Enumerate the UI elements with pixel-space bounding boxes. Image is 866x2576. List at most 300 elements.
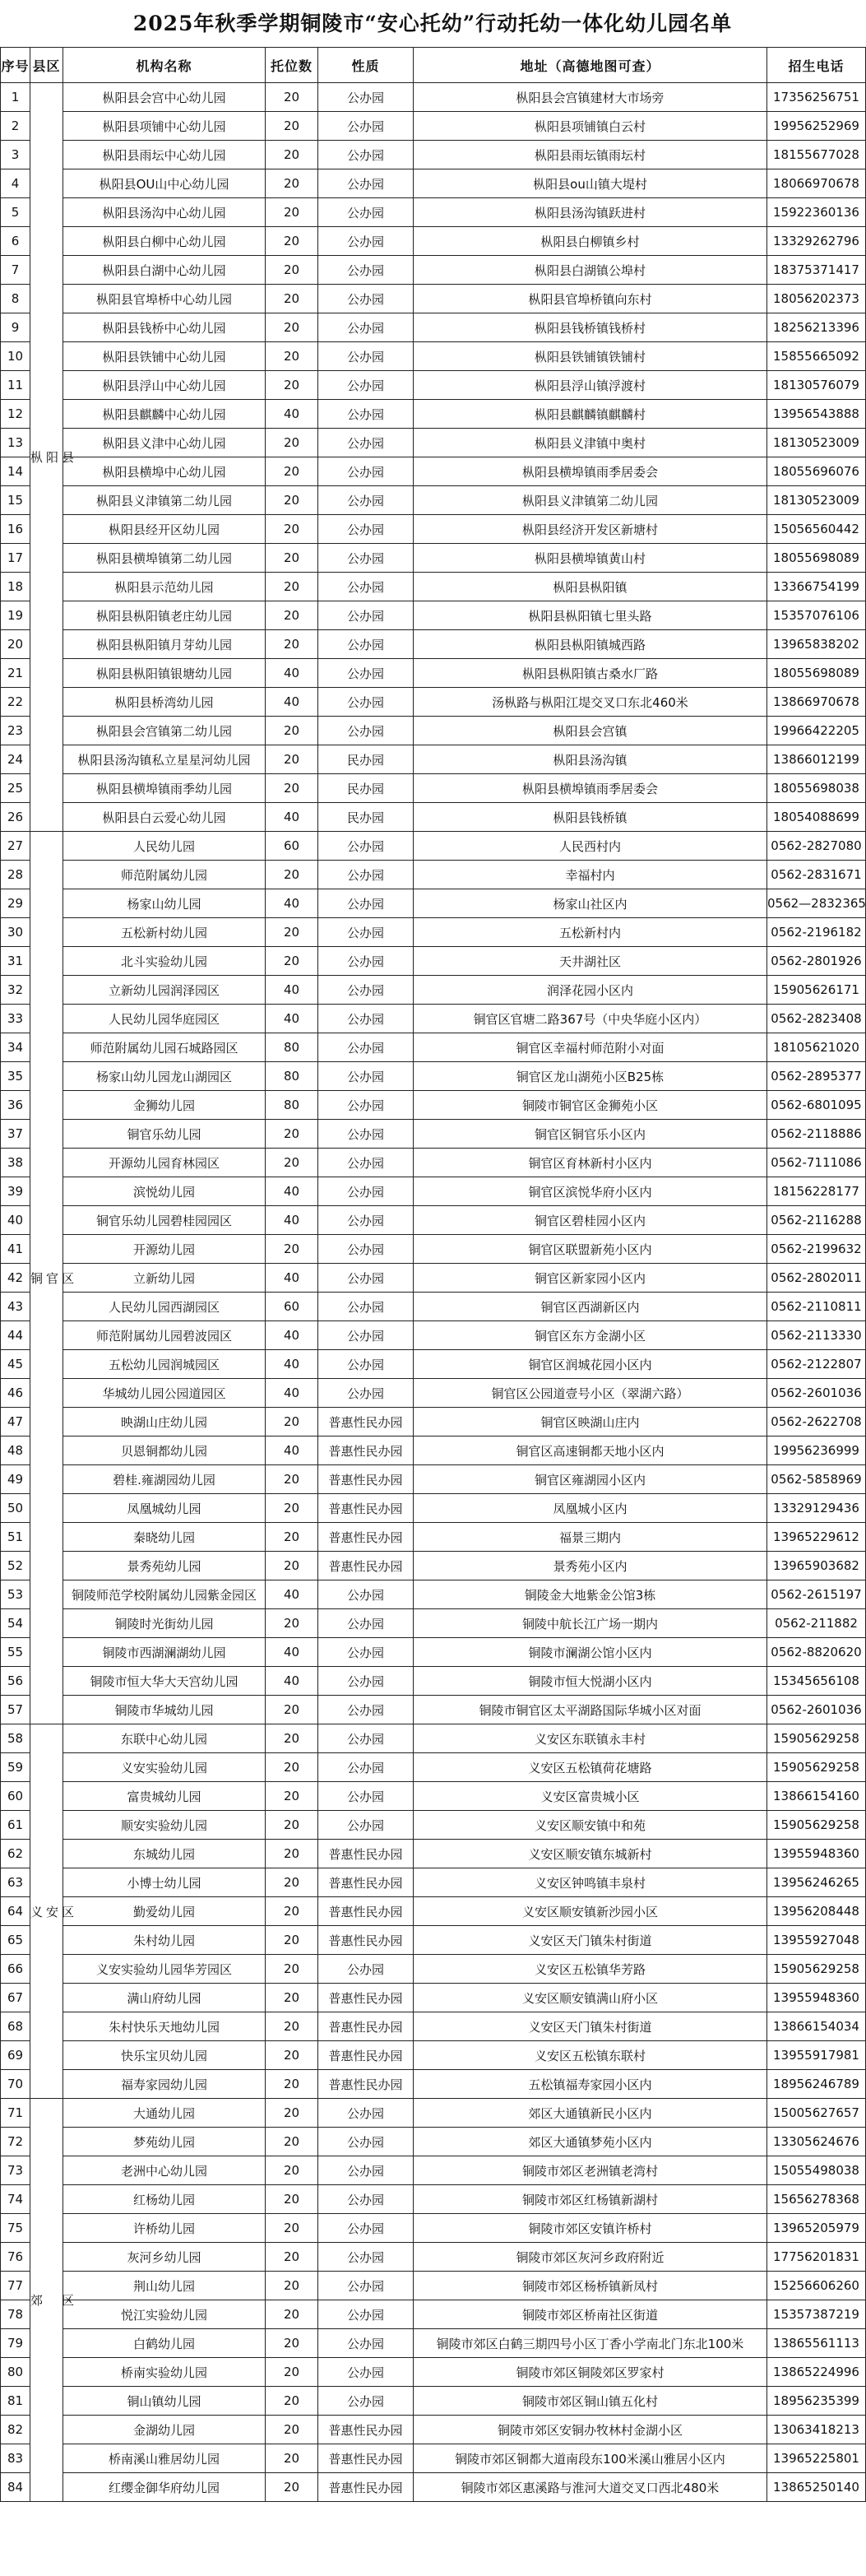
cell-name: 枞阳县铁铺中心幼儿园 [63,342,266,371]
cell-address: 枞阳县横埠镇雨季居委会 [414,774,767,803]
cell-phone: 15357387219 [767,2300,866,2329]
cell-name: 杨家山幼儿园 [63,889,266,918]
cell-address: 铜官区润城花园小区内 [414,1350,767,1379]
cell-name: 铜山镇幼儿园 [63,2387,266,2416]
cell-seats: 20 [266,918,318,947]
cell-address: 郊区大通镇新民小区内 [414,2099,767,2128]
cell-name: 福寿家园幼儿园 [63,2070,266,2099]
cell-seats: 20 [266,1523,318,1552]
cell-no: 7 [1,256,30,285]
cell-nature: 普惠性民办园 [318,2070,414,2099]
cell-seats: 20 [266,2070,318,2099]
cell-nature: 普惠性民办园 [318,1840,414,1868]
table-row [1,1437,866,1465]
cell-name: 枞阳县会宫镇第二幼儿园 [63,717,266,745]
cell-address: 枞阳县浮山镇浮渡村 [414,371,767,400]
cell-no: 45 [1,1350,30,1379]
cell-seats: 20 [266,1753,318,1782]
cell-seats: 20 [266,2156,318,2185]
cell-address: 铜陵中航长江广场一期内 [414,1609,767,1638]
cell-phone: 18130576079 [767,371,866,400]
cell-no: 24 [1,745,30,774]
header-nature: 性质 [318,48,414,83]
cell-nature: 普惠性民办园 [318,1437,414,1465]
cell-nature: 公办园 [318,1321,414,1350]
cell-address: 枞阳县会宫镇建材大市场旁 [414,83,767,112]
cell-address: 景秀苑小区内 [414,1552,767,1580]
cell-no: 30 [1,918,30,947]
cell-nature: 公办园 [318,1033,414,1062]
cell-nature: 公办园 [318,371,414,400]
county-cell: 枞阳县 [30,83,63,832]
table-row [1,112,866,141]
cell-name: 悦江实验幼儿园 [63,2300,266,2329]
cell-seats: 20 [266,573,318,601]
cell-seats: 20 [266,1868,318,1897]
cell-address: 义安区五松镇荷花塘路 [414,1753,767,1782]
cell-name: 立新幼儿园 [63,1264,266,1293]
cell-seats: 20 [266,1926,318,1955]
cell-nature: 公办园 [318,2358,414,2387]
cell-seats: 20 [266,83,318,112]
cell-seats: 40 [266,1638,318,1667]
cell-no: 13 [1,429,30,457]
cell-address: 枞阳县官埠桥镇向东村 [414,285,767,313]
cell-name: 金狮幼儿园 [63,1091,266,1120]
cell-nature: 公办园 [318,1609,414,1638]
cell-seats: 20 [266,1235,318,1264]
cell-phone: 0562-2113330 [767,1321,866,1350]
cell-seats: 20 [266,1465,318,1494]
cell-phone: 13955948360 [767,1984,866,2012]
table-row [1,1552,866,1580]
table-row [1,1840,866,1868]
cell-no: 66 [1,1955,30,1984]
cell-nature: 公办园 [318,861,414,889]
cell-phone: 0562-2827080 [767,832,866,861]
cell-seats: 20 [266,2329,318,2358]
cell-nature: 公办园 [318,918,414,947]
table-row [1,976,866,1005]
cell-no: 71 [1,2099,30,2128]
cell-seats: 60 [266,1293,318,1321]
cell-seats: 20 [266,1696,318,1724]
cell-nature: 公办园 [318,1091,414,1120]
cell-name: 铜陵师范学校附属幼儿园紫金园区 [63,1580,266,1609]
cell-name: 枞阳县义津中心幼儿园 [63,429,266,457]
cell-seats: 40 [266,1177,318,1206]
table-row [1,544,866,573]
table-row [1,515,866,544]
table-row [1,1408,866,1437]
cell-name: 荆山幼儿园 [63,2272,266,2300]
table-row [1,1321,866,1350]
cell-no: 15 [1,486,30,515]
cell-nature: 公办园 [318,947,414,976]
cell-name: 人民幼儿园华庭园区 [63,1005,266,1033]
cell-address: 铜陵金大地紫金公馆3栋 [414,1580,767,1609]
cell-name: 华城幼儿园公园道园区 [63,1379,266,1408]
table-row [1,2214,866,2243]
cell-address: 铜陵市郊区杨桥镇新凤村 [414,2272,767,2300]
cell-address: 枞阳县ou山镇大堤村 [414,169,767,198]
cell-phone: 0562-2196182 [767,918,866,947]
cell-phone: 13955948360 [767,1840,866,1868]
cell-phone: 15055498038 [767,2156,866,2185]
cell-name: 枞阳县汤沟中心幼儿园 [63,198,266,227]
cell-name: 铜官乐幼儿园碧桂园园区 [63,1206,266,1235]
cell-phone: 18066970678 [767,169,866,198]
cell-nature: 普惠性民办园 [318,1494,414,1523]
table-row [1,803,866,832]
table-row [1,717,866,745]
cell-seats: 40 [266,803,318,832]
cell-no: 56 [1,1667,30,1696]
cell-seats: 20 [266,947,318,976]
cell-seats: 40 [266,1437,318,1465]
cell-phone: 18155677028 [767,141,866,169]
cell-phone: 18156228177 [767,1177,866,1206]
cell-seats: 20 [266,1149,318,1177]
table-row [1,601,866,630]
cell-no: 34 [1,1033,30,1062]
cell-phone: 0562-2116288 [767,1206,866,1235]
cell-no: 20 [1,630,30,659]
cell-seats: 20 [266,1552,318,1580]
cell-no: 21 [1,659,30,688]
cell-seats: 20 [266,2214,318,2243]
cell-address: 枞阳县汤沟镇 [414,745,767,774]
header-phone: 招生电话 [767,48,866,83]
cell-name: 枞阳县义津镇第二幼儿园 [63,486,266,515]
cell-no: 26 [1,803,30,832]
cell-seats: 40 [266,1321,318,1350]
cell-address: 铜陵市郊区惠溪路与淮河大道交叉口西北480米 [414,2473,767,2502]
cell-name: 铜官乐幼儿园 [63,1120,266,1149]
cell-no: 62 [1,1840,30,1868]
cell-phone: 15345656108 [767,1667,866,1696]
cell-nature: 公办园 [318,717,414,745]
cell-seats: 20 [266,745,318,774]
cell-no: 78 [1,2300,30,2329]
cell-seats: 20 [266,1494,318,1523]
cell-seats: 20 [266,717,318,745]
cell-nature: 民办园 [318,774,414,803]
cell-seats: 20 [266,2128,318,2156]
cell-nature: 公办园 [318,256,414,285]
table-row [1,2300,866,2329]
cell-name: 枞阳县白湖中心幼儿园 [63,256,266,285]
cell-seats: 40 [266,1379,318,1408]
cell-name: 五松新村幼儿园 [63,918,266,947]
table-row [1,1724,866,1753]
cell-phone: 13956246265 [767,1868,866,1897]
cell-no: 47 [1,1408,30,1437]
cell-phone: 0562-2895377 [767,1062,866,1091]
cell-nature: 公办园 [318,1005,414,1033]
table-row [1,947,866,976]
cell-name: 人民幼儿园西湖园区 [63,1293,266,1321]
cell-name: 富贵城幼儿园 [63,1782,266,1811]
cell-no: 70 [1,2070,30,2099]
table-row [1,2156,866,2185]
cell-seats: 20 [266,1782,318,1811]
cell-name: 义安实验幼儿园华芳园区 [63,1955,266,1984]
cell-name: 桥南实验幼儿园 [63,2358,266,2387]
cell-no: 36 [1,1091,30,1120]
table-row [1,1293,866,1321]
header-name: 机构名称 [63,48,266,83]
cell-address: 铜陵市郊区灰河乡政府附近 [414,2243,767,2272]
cell-seats: 20 [266,861,318,889]
cell-no: 50 [1,1494,30,1523]
cell-phone: 0562-6801095 [767,1091,866,1120]
cell-address: 人民西村内 [414,832,767,861]
cell-seats: 20 [266,285,318,313]
cell-seats: 40 [266,1667,318,1696]
cell-no: 11 [1,371,30,400]
cell-no: 46 [1,1379,30,1408]
cell-phone: 0562-2615197 [767,1580,866,1609]
cell-nature: 公办园 [318,1753,414,1782]
cell-no: 60 [1,1782,30,1811]
header-no: 序号 [1,48,30,83]
table-row [1,2041,866,2070]
cell-phone: 15905629258 [767,1811,866,1840]
cell-phone: 0562-5858969 [767,1465,866,1494]
cell-seats: 40 [266,659,318,688]
cell-address: 铜官区龙山湖苑小区B25栋 [414,1062,767,1091]
table-row [1,1753,866,1782]
cell-no: 32 [1,976,30,1005]
cell-no: 74 [1,2185,30,2214]
table-row [1,1811,866,1840]
cell-address: 铜官区新家园小区内 [414,1264,767,1293]
cell-nature: 公办园 [318,2099,414,2128]
cell-address: 天井湖社区 [414,947,767,976]
cell-no: 3 [1,141,30,169]
cell-phone: 18055696076 [767,457,866,486]
cell-address: 铜陵市澜湖公馆小区内 [414,1638,767,1667]
cell-no: 6 [1,227,30,256]
cell-nature: 民办园 [318,745,414,774]
cell-name: 景秀苑幼儿园 [63,1552,266,1580]
cell-no: 39 [1,1177,30,1206]
cell-name: 杨家山幼儿园龙山湖园区 [63,1062,266,1091]
cell-no: 23 [1,717,30,745]
cell-no: 31 [1,947,30,976]
cell-phone: 15905629258 [767,1724,866,1753]
cell-address: 铜陵市郊区白鹤三期四号小区丁香小学南北门东北100米 [414,2329,767,2358]
cell-nature: 公办园 [318,1667,414,1696]
cell-name: 五松幼儿园润城园区 [63,1350,266,1379]
cell-seats: 40 [266,976,318,1005]
cell-seats: 20 [266,2416,318,2444]
cell-no: 55 [1,1638,30,1667]
cell-nature: 公办园 [318,285,414,313]
cell-nature: 普惠性民办园 [318,1926,414,1955]
cell-phone: 13865224996 [767,2358,866,2387]
cell-phone: 0562-2118886 [767,1120,866,1149]
cell-no: 10 [1,342,30,371]
table-row [1,285,866,313]
cell-phone: 17756201831 [767,2243,866,2272]
cell-phone: 0562-2802011 [767,1264,866,1293]
cell-address: 枞阳县枞阳镇古桑水厂路 [414,659,767,688]
county-cell: 义安区 [30,1724,63,2099]
cell-phone: 13956208448 [767,1897,866,1926]
cell-no: 58 [1,1724,30,1753]
table-row [1,486,866,515]
cell-nature: 公办园 [318,1696,414,1724]
cell-nature: 公办园 [318,1293,414,1321]
table-row [1,1379,866,1408]
cell-no: 84 [1,2473,30,2502]
cell-seats: 20 [266,601,318,630]
cell-nature: 普惠性民办园 [318,1408,414,1437]
cell-name: 枞阳县示范幼儿园 [63,573,266,601]
cell-nature: 公办园 [318,1350,414,1379]
cell-nature: 公办园 [318,2243,414,2272]
cell-name: 白鹤幼儿园 [63,2329,266,2358]
cell-seats: 20 [266,486,318,515]
table-row [1,1868,866,1897]
cell-nature: 公办园 [318,1120,414,1149]
cell-phone: 0562-2601036 [767,1696,866,1724]
cell-nature: 公办园 [318,2214,414,2243]
table-row [1,141,866,169]
cell-nature: 公办园 [318,1782,414,1811]
cell-phone: 18055698089 [767,544,866,573]
cell-no: 76 [1,2243,30,2272]
cell-name: 铜陵市西湖澜湖幼儿园 [63,1638,266,1667]
cell-address: 铜陵市铜官区金狮苑小区 [414,1091,767,1120]
cell-no: 25 [1,774,30,803]
cell-name: 枞阳县钱桥中心幼儿园 [63,313,266,342]
cell-name: 枞阳县汤沟镇私立星星河幼儿园 [63,745,266,774]
cell-nature: 公办园 [318,1955,414,1984]
cell-no: 75 [1,2214,30,2243]
table-row [1,889,866,918]
cell-seats: 20 [266,1120,318,1149]
cell-seats: 80 [266,1033,318,1062]
cell-phone: 0562-2831671 [767,861,866,889]
cell-address: 义安区五松镇华芳路 [414,1955,767,1984]
cell-nature: 公办园 [318,400,414,429]
table-row [1,1638,866,1667]
cell-name: 枞阳县枞阳镇老庄幼儿园 [63,601,266,630]
cell-name: 铜陵市恒大华大天宫幼儿园 [63,1667,266,1696]
cell-phone: 15922360136 [767,198,866,227]
table-row [1,1177,866,1206]
cell-name: 东城幼儿园 [63,1840,266,1868]
cell-name: 枞阳县官埠桥中心幼儿园 [63,285,266,313]
cell-phone: 0562-2122807 [767,1350,866,1379]
cell-name: 朱村快乐天地幼儿园 [63,2012,266,2041]
table-row [1,1264,866,1293]
cell-phone: 13965838202 [767,630,866,659]
cell-phone: 13063418213 [767,2416,866,2444]
cell-nature: 公办园 [318,1206,414,1235]
cell-name: 枞阳县会宫中心幼儿园 [63,83,266,112]
cell-no: 49 [1,1465,30,1494]
table-row [1,2387,866,2416]
table-row [1,1667,866,1696]
cell-address: 枞阳县白柳镇乡村 [414,227,767,256]
cell-nature: 公办园 [318,688,414,717]
cell-seats: 20 [266,2041,318,2070]
cell-phone: 15005627657 [767,2099,866,2128]
table-row [1,2070,866,2099]
cell-seats: 20 [266,141,318,169]
cell-phone: 15357076106 [767,601,866,630]
cell-name: 枞阳县项铺中心幼儿园 [63,112,266,141]
cell-nature: 公办园 [318,429,414,457]
cell-address: 枞阳县经济开发区新塘村 [414,515,767,544]
cell-seats: 20 [266,371,318,400]
cell-nature: 公办园 [318,573,414,601]
cell-name: 小博士幼儿园 [63,1868,266,1897]
cell-address: 铜陵市郊区安镇许桥村 [414,2214,767,2243]
cell-phone: 18256213396 [767,313,866,342]
cell-address: 枞阳县项铺镇白云村 [414,112,767,141]
table-row [1,313,866,342]
cell-address: 义安区东联镇永丰村 [414,1724,767,1753]
cell-name: 东联中心幼儿园 [63,1724,266,1753]
cell-nature: 公办园 [318,1235,414,1264]
table-row [1,1005,866,1033]
cell-nature: 普惠性民办园 [318,1897,414,1926]
table-row [1,400,866,429]
cell-phone: 0562-2823408 [767,1005,866,1033]
table-row [1,659,866,688]
cell-phone: 13955927048 [767,1926,866,1955]
cell-seats: 20 [266,2358,318,2387]
table-row [1,2272,866,2300]
cell-name: 师范附属幼儿园石城路园区 [63,1033,266,1062]
cell-phone: 18105621020 [767,1033,866,1062]
cell-seats: 40 [266,889,318,918]
cell-phone: 18375371417 [767,256,866,285]
cell-no: 43 [1,1293,30,1321]
table-row [1,745,866,774]
table-row [1,1580,866,1609]
cell-address: 枞阳县钱桥镇钱桥村 [414,313,767,342]
cell-no: 80 [1,2358,30,2387]
cell-seats: 20 [266,1897,318,1926]
cell-seats: 20 [266,630,318,659]
table-row [1,227,866,256]
cell-nature: 公办园 [318,141,414,169]
cell-seats: 20 [266,2444,318,2473]
cell-no: 28 [1,861,30,889]
cell-seats: 20 [266,313,318,342]
cell-address: 义安区顺安镇中和苑 [414,1811,767,1840]
cell-name: 贝恩铜都幼儿园 [63,1437,266,1465]
cell-name: 老洲中心幼儿园 [63,2156,266,2185]
table-row [1,2099,866,2128]
cell-seats: 20 [266,1840,318,1868]
county-cell: 铜官区 [30,832,63,1724]
cell-nature: 公办园 [318,1379,414,1408]
document-title: 2025年秋季学期铜陵市“安心托幼”行动托幼一体化幼儿园名单 [132,12,733,35]
cell-phone: 18055698038 [767,774,866,803]
cell-seats: 20 [266,429,318,457]
cell-no: 18 [1,573,30,601]
cell-phone: 18130523009 [767,429,866,457]
cell-name: 开源幼儿园 [63,1235,266,1264]
cell-address: 铜陵市郊区铜山镇五化村 [414,2387,767,2416]
